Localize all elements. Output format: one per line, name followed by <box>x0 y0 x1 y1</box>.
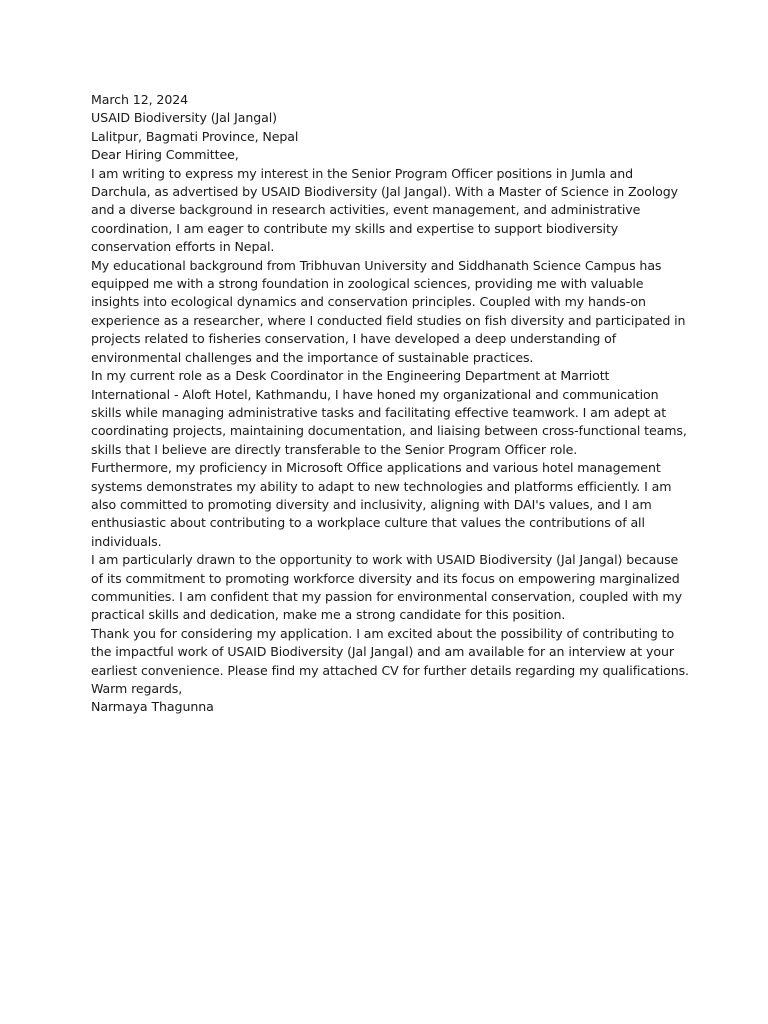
recipient-address: Lalitpur, Bagmati Province, Nepal <box>91 128 299 144</box>
signature-name: Narmaya Thagunna <box>91 699 214 715</box>
body-paragraph: I am particularly drawn to the opportunity to work with USAID Biodiversity (Jal Jangal) because of its commitment to promoting workforce diversity and its focus on empowering marginalized communities. I am confident that my passion for environmental conservation, coupled with my practical skills and dedication, make me a strong candidate for this position. <box>91 552 682 623</box>
closing: Warm regards, <box>91 681 183 696</box>
body-paragraph: Furthermore, my proficiency in Microsoft Office applications and various hotel management systems demonstrates my ability to adapt to new technologies and platforms efficiently. I am also committed to promoting diversity and inclusivity, aligning with DAI's values, and I am enthusiastic about contributing to a workplace culture that values the contributions of all individuals. <box>91 460 672 549</box>
recipient-organization: USAID Biodiversity (Jal Jangal) <box>91 110 277 126</box>
body-paragraph: Thank you for considering my application. I am excited about the possibility of contributing to the impactful work of USAID Biodiversity (Jal Jangal) and am available for an interview at your earliest convenience. Please find my attached CV for further details regarding my qualifications. <box>91 625 689 678</box>
salutation: Dear Hiring Committee, <box>91 147 239 163</box>
cover-letter <box>91 91 691 717</box>
body-paragraph: In my current role as a Desk Coordinator in the Engineering Department at Marriott International - Aloft Hotel, Kathmandu, I have honed my organizational and communication skills while managing administrative tasks and facilitating effective teamwork. I am adept at coordinating projects, maintaining documentation, and liaising between cross-functional teams, skills that I believe are directly transferable to the Senior Program Officer role. <box>91 368 687 457</box>
body-paragraph: My educational background from Tribhuvan University and Siddhanath Science Campus has equipped me with a strong foundation in zoological sciences, providing me with valuable insights into ecological dynamics and conservation principles. Coupled with my hands-on experience as a researcher, where I conducted field studies on fish diversity and participated in projects related to fisheries conservation, I have developed a deep understanding of environmental challenges and the importance of sustainable practices. <box>91 257 686 365</box>
letter-date: March 12, 2024 <box>91 92 189 107</box>
body-paragraph: I am writing to express my interest in the Senior Program Officer positions in Jumla and Darchula, as advertised by USAID Biodiversity (Jal Jangal). With a Master of Science in Zoology and a diverse background in research activities, event management, and administrative coordination, I am eager to contribute my skills and expertise to support biodiversity conservation efforts in Nepal. <box>91 165 678 255</box>
recipient-block <box>91 109 691 146</box>
